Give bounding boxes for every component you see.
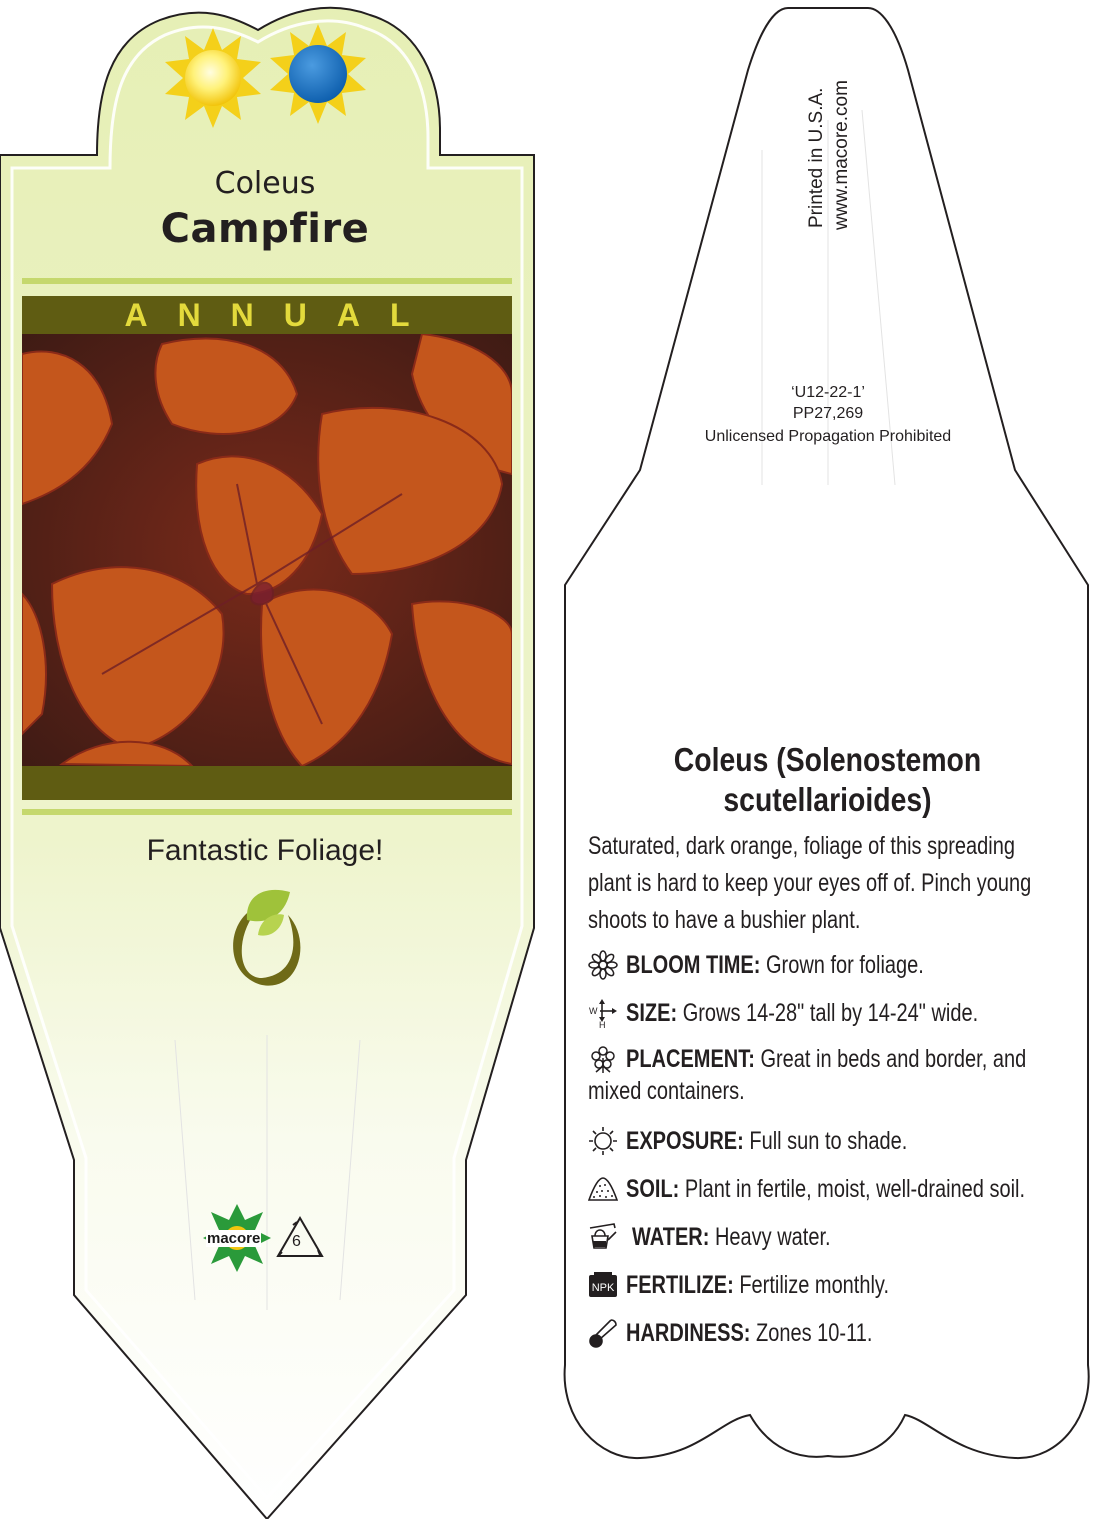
description-line: plant is hard to keep your eyes off of. Pinch young: [588, 869, 1032, 897]
description-line: shoots to have a bushier plant.: [588, 906, 861, 934]
propagation-notice: Unlicensed Propagation Prohibited: [704, 428, 952, 445]
variety-name: Campfire: [160, 206, 370, 252]
bottom-band: [22, 766, 512, 800]
brand-name: macore: [207, 1230, 261, 1247]
care-label: SOIL:: [626, 1175, 680, 1203]
care-value: Plant in fertile, moist, well-drained soil.: [684, 1175, 1026, 1203]
npk-fertilizer-icon: [588, 1270, 618, 1300]
bottom-accent-stripe: [22, 809, 512, 815]
recycle-code: 6: [292, 1233, 301, 1250]
watering-can-icon: [588, 1222, 618, 1252]
description-line: Saturated, dark orange, foliage of this spreading: [588, 832, 1015, 860]
svg-text:H: H: [599, 1020, 606, 1028]
website-link[interactable]: www.macore.com: [831, 80, 852, 230]
svg-text:NPK: NPK: [591, 1282, 615, 1294]
botanical-name: Coleus (Solenostemon scutellarioides): [673, 741, 982, 818]
printed-in-label: Printed in U.S.A.: [806, 87, 827, 228]
care-value-continued: mixed containers.: [588, 1077, 745, 1105]
patent-number: PP27,269: [792, 405, 864, 422]
flower-icon: [588, 950, 618, 980]
care-label: HARDINESS:: [626, 1319, 751, 1347]
care-value: Fertilize monthly.: [739, 1271, 890, 1299]
care-value: Heavy water.: [714, 1223, 831, 1251]
care-value: Grown for foliage.: [765, 951, 924, 979]
care-label: PLACEMENT:: [626, 1045, 755, 1073]
common-name: Coleus: [214, 166, 316, 201]
care-label: BLOOM TIME:: [626, 951, 761, 979]
top-accent-stripe: [22, 278, 512, 284]
care-label: FERTILIZE:: [626, 1271, 734, 1299]
thermometer-icon: [588, 1318, 618, 1348]
sun-outline-icon: [588, 1126, 618, 1156]
size-arrows-icon: [588, 998, 618, 1028]
care-label: EXPOSURE:: [626, 1127, 744, 1155]
care-value: Zones 10-11.: [756, 1319, 873, 1347]
soil-pile-icon: [588, 1174, 618, 1204]
cultivar-code: ‘U12-22-1’: [791, 384, 865, 401]
care-value: Grows 14-28" tall by 14-24" wide.: [682, 999, 979, 1027]
care-label: SIZE:: [626, 999, 678, 1027]
care-value: Great in beds and border, and: [760, 1045, 1027, 1073]
coleus-foliage-photo: [22, 334, 512, 766]
placement-plant-icon: [588, 1044, 618, 1074]
svg-text:W: W: [589, 1006, 598, 1016]
tagline: Fantastic Foliage!: [146, 834, 384, 867]
care-label: WATER:: [632, 1223, 710, 1251]
category-label: ANNUAL: [124, 297, 440, 333]
care-value: Full sun to shade.: [749, 1127, 908, 1155]
